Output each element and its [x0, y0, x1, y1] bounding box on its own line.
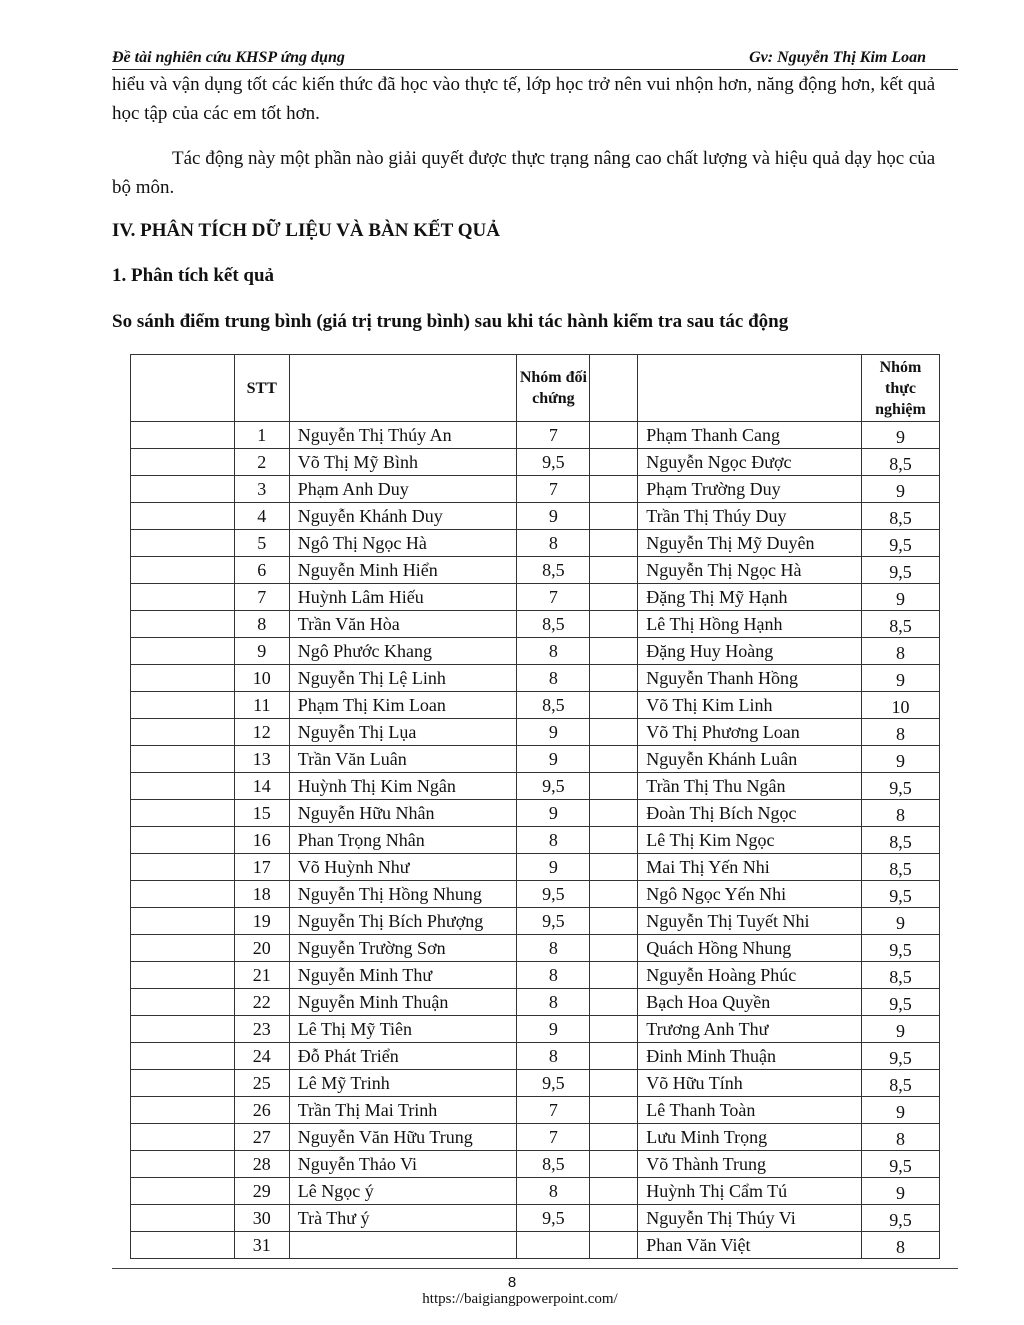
table-row: [131, 800, 940, 827]
table-row: [131, 1205, 940, 1232]
table-row: [131, 692, 940, 719]
control-name-cell: Phạm Thị Kim Loan: [289, 692, 517, 719]
experimental-name-cell: Đinh Minh Thuận: [638, 1043, 862, 1070]
gap-cell: [590, 854, 638, 881]
gap-cell: [590, 719, 638, 746]
gap-cell: [590, 611, 638, 638]
control-name-cell: Phan Trọng Nhân: [289, 827, 517, 854]
experimental-name-cell: Nguyễn Hoàng Phúc: [638, 962, 862, 989]
experimental-name-cell: Đặng Thị Mỹ Hạnh: [638, 584, 862, 611]
header-control-group: Nhóm đối chứng: [517, 355, 590, 422]
gap-cell: [590, 881, 638, 908]
gap-cell: [590, 800, 638, 827]
control-name-cell: Nguyễn Khánh Duy: [289, 503, 517, 530]
gap-cell: [590, 1178, 638, 1205]
blank-cell: [131, 1232, 235, 1259]
stt-cell: 2: [234, 449, 289, 476]
footer-url: https://baigiangpowerpoint.com/: [422, 1291, 618, 1307]
header-gap-cell: [590, 355, 638, 422]
control-name-cell: Nguyễn Thị Thúy An: [289, 422, 517, 449]
experimental-name-cell: Trần Thị Thu Ngân: [638, 773, 862, 800]
table-row: [131, 773, 940, 800]
stt-cell: 26: [234, 1097, 289, 1124]
control-score-cell: 8: [517, 665, 590, 692]
stt-cell: 23: [234, 1016, 289, 1043]
experimental-score-cell: 9: [861, 1178, 939, 1205]
control-name-cell: Trần Văn Luân: [289, 746, 517, 773]
control-name-cell: Nguyễn Trường Sơn: [289, 935, 517, 962]
control-score-cell: 7: [517, 1097, 590, 1124]
gap-cell: [590, 584, 638, 611]
scores-table: [130, 354, 940, 1259]
control-score-cell: 8,5: [517, 692, 590, 719]
blank-cell: [131, 827, 235, 854]
control-name-cell: Võ Huỳnh Như: [289, 854, 517, 881]
stt-cell: 21: [234, 962, 289, 989]
experimental-score-cell: 9: [861, 1097, 939, 1124]
table-row: [131, 1178, 940, 1205]
table-row: [131, 935, 940, 962]
stt-cell: 25: [234, 1070, 289, 1097]
experimental-score-cell: 9,5: [861, 1205, 939, 1232]
experimental-name-cell: Lưu Minh Trọng: [638, 1124, 862, 1151]
control-name-cell: Lê Ngọc ý: [289, 1178, 517, 1205]
table-row: [131, 719, 940, 746]
gap-cell: [590, 1097, 638, 1124]
stt-cell: 20: [234, 935, 289, 962]
blank-cell: [131, 989, 235, 1016]
experimental-name-cell: Trần Thị Thúy Duy: [638, 503, 862, 530]
stt-cell: 22: [234, 989, 289, 1016]
gap-cell: [590, 476, 638, 503]
control-score-cell: 9,5: [517, 449, 590, 476]
table-row: [131, 746, 940, 773]
blank-cell: [131, 692, 235, 719]
control-name-cell: Nguyễn Thị Lụa: [289, 719, 517, 746]
experimental-name-cell: Quách Hồng Nhung: [638, 935, 862, 962]
blank-cell: [131, 611, 235, 638]
control-name-cell: Nguyễn Minh Hiển: [289, 557, 517, 584]
control-name-cell: Nguyễn Minh Thuận: [289, 989, 517, 1016]
blank-cell: [131, 1097, 235, 1124]
blank-cell: [131, 881, 235, 908]
stt-cell: 16: [234, 827, 289, 854]
experimental-score-cell: 9,5: [861, 935, 939, 962]
experimental-name-cell: Lê Thị Hồng Hạnh: [638, 611, 862, 638]
section-heading: IV. PHÂN TÍCH DỮ LIỆU VÀ BÀN KẾT QUẢ: [112, 220, 500, 241]
stt-cell: 10: [234, 665, 289, 692]
control-name-cell: Trần Văn Hòa: [289, 611, 517, 638]
gap-cell: [590, 1205, 638, 1232]
gap-cell: [590, 962, 638, 989]
table-row: [131, 1151, 940, 1178]
experimental-name-cell: Võ Thị Kim Linh: [638, 692, 862, 719]
experimental-score-cell: 9: [861, 422, 939, 449]
control-score-cell: 9: [517, 746, 590, 773]
table-row: [131, 827, 940, 854]
experimental-score-cell: 8: [861, 800, 939, 827]
experimental-name-cell: Nguyễn Thị Tuyết Nhi: [638, 908, 862, 935]
table-row: [131, 881, 940, 908]
stt-cell: 17: [234, 854, 289, 881]
stt-cell: 11: [234, 692, 289, 719]
blank-cell: [131, 800, 235, 827]
footer-divider: [112, 1268, 958, 1269]
table-row: [131, 503, 940, 530]
blank-cell: [131, 1205, 235, 1232]
experimental-name-cell: Nguyễn Thị Thúy Vi: [638, 1205, 862, 1232]
control-name-cell: Nguyễn Văn Hữu Trung: [289, 1124, 517, 1151]
stt-cell: 12: [234, 719, 289, 746]
experimental-score-cell: 8,5: [861, 854, 939, 881]
control-score-cell: 9: [517, 503, 590, 530]
gap-cell: [590, 557, 638, 584]
blank-cell: [131, 638, 235, 665]
gap-cell: [590, 638, 638, 665]
table-row: [131, 1043, 940, 1070]
control-name-cell: Huỳnh Lâm Hiếu: [289, 584, 517, 611]
experimental-score-cell: 9: [861, 908, 939, 935]
gap-cell: [590, 908, 638, 935]
paragraph-intro: hiểu và vận dụng tốt các kiến thức đã học vào thực tế, lớp học trở nên vui nhộn hơn, năng động hơn, kết quả học tập của các em tốt hơn.: [112, 74, 936, 124]
control-score-cell: 8: [517, 1178, 590, 1205]
control-score-cell: 7: [517, 476, 590, 503]
table-row: [131, 1232, 940, 1259]
control-score-cell: 9,5: [517, 908, 590, 935]
control-name-cell: Nguyễn Thị Hồng Nhung: [289, 881, 517, 908]
stt-cell: 14: [234, 773, 289, 800]
experimental-score-cell: 8: [861, 1232, 939, 1259]
control-name-cell: Trần Thị Mai Trinh: [289, 1097, 517, 1124]
gap-cell: [590, 1124, 638, 1151]
experimental-score-cell: 9,5: [861, 989, 939, 1016]
control-score-cell: 9,5: [517, 773, 590, 800]
blank-cell: [131, 584, 235, 611]
control-score-cell: 9: [517, 800, 590, 827]
experimental-name-cell: Ngô Ngọc Yến Nhi: [638, 881, 862, 908]
experimental-name-cell: Lê Thanh Toàn: [638, 1097, 862, 1124]
experimental-name-cell: Đoàn Thị Bích Ngọc: [638, 800, 862, 827]
table-header-row: [131, 355, 940, 422]
control-score-cell: 7: [517, 1124, 590, 1151]
blank-cell: [131, 854, 235, 881]
experimental-name-cell: Trương Anh Thư: [638, 1016, 862, 1043]
blank-cell: [131, 962, 235, 989]
header-experimental-group: Nhóm thực nghiệm: [861, 355, 939, 422]
table-row: [131, 1097, 940, 1124]
stt-cell: 15: [234, 800, 289, 827]
stt-cell: 5: [234, 530, 289, 557]
control-score-cell: 8,5: [517, 1151, 590, 1178]
blank-cell: [131, 746, 235, 773]
table-row: [131, 557, 940, 584]
blank-cell: [131, 476, 235, 503]
experimental-score-cell: 9: [861, 1016, 939, 1043]
blank-cell: [131, 1070, 235, 1097]
experimental-score-cell: 9: [861, 746, 939, 773]
experimental-score-cell: 8,5: [861, 449, 939, 476]
control-name-cell: Nguyễn Minh Thư: [289, 962, 517, 989]
experimental-name-cell: Nguyễn Ngọc Được: [638, 449, 862, 476]
blank-cell: [131, 773, 235, 800]
control-score-cell: 9,5: [517, 1070, 590, 1097]
stt-cell: 29: [234, 1178, 289, 1205]
control-name-cell: Ngô Thị Ngọc Hà: [289, 530, 517, 557]
control-score-cell: 8: [517, 962, 590, 989]
control-score-cell: 9: [517, 719, 590, 746]
table-row: [131, 611, 940, 638]
blank-cell: [131, 1151, 235, 1178]
control-name-cell: Trà Thư ý: [289, 1205, 517, 1232]
blank-cell: [131, 530, 235, 557]
blank-cell: [131, 935, 235, 962]
stt-cell: 6: [234, 557, 289, 584]
experimental-name-cell: Mai Thị Yến Nhi: [638, 854, 862, 881]
page-header: [112, 47, 958, 70]
gap-cell: [590, 449, 638, 476]
experimental-name-cell: Phạm Trường Duy: [638, 476, 862, 503]
experimental-score-cell: 9,5: [861, 530, 939, 557]
experimental-name-cell: Lê Thị Kim Ngọc: [638, 827, 862, 854]
experimental-score-cell: 9: [861, 665, 939, 692]
control-score-cell: 7: [517, 584, 590, 611]
control-name-cell: Nguyễn Thị Lệ Linh: [289, 665, 517, 692]
control-score-cell: 9,5: [517, 1205, 590, 1232]
control-score-cell: [517, 1232, 590, 1259]
experimental-score-cell: 8: [861, 719, 939, 746]
table-row: [131, 962, 940, 989]
experimental-score-cell: 8: [861, 638, 939, 665]
experimental-name-cell: Huỳnh Thị Cẩm Tú: [638, 1178, 862, 1205]
subsection-heading: 1. Phân tích kết quả: [112, 265, 275, 286]
stt-cell: 31: [234, 1232, 289, 1259]
experimental-score-cell: 9,5: [861, 1151, 939, 1178]
gap-cell: [590, 1070, 638, 1097]
table-row: [131, 665, 940, 692]
stt-cell: 4: [234, 503, 289, 530]
stt-cell: 7: [234, 584, 289, 611]
experimental-score-cell: 8,5: [861, 1070, 939, 1097]
experimental-name-cell: Đặng Huy Hoàng: [638, 638, 862, 665]
control-name-cell: Võ Thị Mỹ Bình: [289, 449, 517, 476]
blank-cell: [131, 449, 235, 476]
blank-cell: [131, 1016, 235, 1043]
table-row: [131, 1124, 940, 1151]
experimental-score-cell: 8,5: [861, 827, 939, 854]
gap-cell: [590, 935, 638, 962]
blank-cell: [131, 422, 235, 449]
experimental-name-cell: Nguyễn Thị Mỹ Duyên: [638, 530, 862, 557]
stt-cell: 9: [234, 638, 289, 665]
experimental-name-cell: Nguyễn Thanh Hồng: [638, 665, 862, 692]
blank-cell: [131, 557, 235, 584]
experimental-name-cell: Phan Văn Việt: [638, 1232, 862, 1259]
control-score-cell: 7: [517, 422, 590, 449]
blank-cell: [131, 908, 235, 935]
experimental-score-cell: 9,5: [861, 773, 939, 800]
control-name-cell: Ngô Phước Khang: [289, 638, 517, 665]
experimental-name-cell: Võ Hữu Tính: [638, 1070, 862, 1097]
stt-cell: 3: [234, 476, 289, 503]
gap-cell: [590, 989, 638, 1016]
gap-cell: [590, 773, 638, 800]
gap-cell: [590, 1016, 638, 1043]
experimental-name-cell: Võ Thành Trung: [638, 1151, 862, 1178]
header-blank-cell: [131, 355, 235, 422]
blank-cell: [131, 1043, 235, 1070]
experimental-name-cell: Bạch Hoa Quyền: [638, 989, 862, 1016]
control-name-cell: Phạm Anh Duy: [289, 476, 517, 503]
gap-cell: [590, 1151, 638, 1178]
header-name2-cell: [638, 355, 862, 422]
header-stt: STT: [234, 355, 289, 422]
experimental-score-cell: 8: [861, 1124, 939, 1151]
control-score-cell: 8: [517, 1043, 590, 1070]
experimental-name-cell: Nguyễn Khánh Luân: [638, 746, 862, 773]
gap-cell: [590, 1043, 638, 1070]
table-body: [131, 422, 940, 1259]
gap-cell: [590, 827, 638, 854]
gap-cell: [590, 422, 638, 449]
control-score-cell: 8,5: [517, 557, 590, 584]
table-row: [131, 476, 940, 503]
table-row: [131, 1016, 940, 1043]
experimental-score-cell: 9,5: [861, 557, 939, 584]
control-name-cell: Lê Thị Mỹ Tiên: [289, 1016, 517, 1043]
stt-cell: 18: [234, 881, 289, 908]
control-score-cell: 9,5: [517, 881, 590, 908]
control-score-cell: 8: [517, 989, 590, 1016]
blank-cell: [131, 503, 235, 530]
control-name-cell: Nguyễn Thảo Vi: [289, 1151, 517, 1178]
table-row: [131, 854, 940, 881]
stt-cell: 28: [234, 1151, 289, 1178]
control-name-cell: [289, 1232, 517, 1259]
stt-cell: 8: [234, 611, 289, 638]
table-row: [131, 638, 940, 665]
experimental-score-cell: 9,5: [861, 1043, 939, 1070]
control-score-cell: 9: [517, 854, 590, 881]
control-name-cell: Huỳnh Thị Kim Ngân: [289, 773, 517, 800]
stt-cell: 27: [234, 1124, 289, 1151]
stt-cell: 24: [234, 1043, 289, 1070]
table-caption: So sánh điểm trung bình (giá trị trung bình) sau khi tác hành kiểm tra sau tác động: [112, 311, 789, 332]
table-row: [131, 584, 940, 611]
header-title: Đề tài nghiên cứu KHSP ứng dụng: [112, 49, 345, 66]
experimental-score-cell: 10: [861, 692, 939, 719]
stt-cell: 30: [234, 1205, 289, 1232]
stt-cell: 13: [234, 746, 289, 773]
header-author: Gv: Nguyễn Thị Kim Loan: [749, 49, 926, 66]
blank-cell: [131, 1178, 235, 1205]
gap-cell: [590, 1232, 638, 1259]
stt-cell: 19: [234, 908, 289, 935]
gap-cell: [590, 746, 638, 773]
table-row: [131, 1070, 940, 1097]
gap-cell: [590, 692, 638, 719]
experimental-score-cell: 8,5: [861, 503, 939, 530]
table-row: [131, 530, 940, 557]
gap-cell: [590, 503, 638, 530]
control-name-cell: Lê Mỹ Trinh: [289, 1070, 517, 1097]
experimental-score-cell: 9: [861, 476, 939, 503]
control-score-cell: 8: [517, 935, 590, 962]
control-score-cell: 8,5: [517, 611, 590, 638]
page-number: 8: [507, 1274, 517, 1291]
gap-cell: [590, 665, 638, 692]
blank-cell: [131, 665, 235, 692]
experimental-name-cell: Nguyễn Thị Ngọc Hà: [638, 557, 862, 584]
control-score-cell: 9: [517, 1016, 590, 1043]
experimental-score-cell: 8,5: [861, 611, 939, 638]
control-name-cell: Nguyễn Hữu Nhân: [289, 800, 517, 827]
paragraph-impact: Tác động này một phần nào giải quyết được thực trạng nâng cao chất lượng và hiệu quả dạy học của bộ môn.: [112, 148, 936, 198]
experimental-name-cell: Võ Thị Phương Loan: [638, 719, 862, 746]
experimental-score-cell: 9: [861, 584, 939, 611]
control-name-cell: Đỗ Phát Triển: [289, 1043, 517, 1070]
table-row: [131, 989, 940, 1016]
control-score-cell: 8: [517, 827, 590, 854]
control-score-cell: 8: [517, 530, 590, 557]
experimental-score-cell: 8,5: [861, 962, 939, 989]
experimental-score-cell: 9,5: [861, 881, 939, 908]
table-row: [131, 908, 940, 935]
header-name1-cell: [289, 355, 517, 422]
blank-cell: [131, 719, 235, 746]
control-name-cell: Nguyễn Thị Bích Phượng: [289, 908, 517, 935]
control-score-cell: 8: [517, 638, 590, 665]
experimental-name-cell: Phạm Thanh Cang: [638, 422, 862, 449]
stt-cell: 1: [234, 422, 289, 449]
blank-cell: [131, 1124, 235, 1151]
table-row: [131, 422, 940, 449]
gap-cell: [590, 530, 638, 557]
table-row: [131, 449, 940, 476]
